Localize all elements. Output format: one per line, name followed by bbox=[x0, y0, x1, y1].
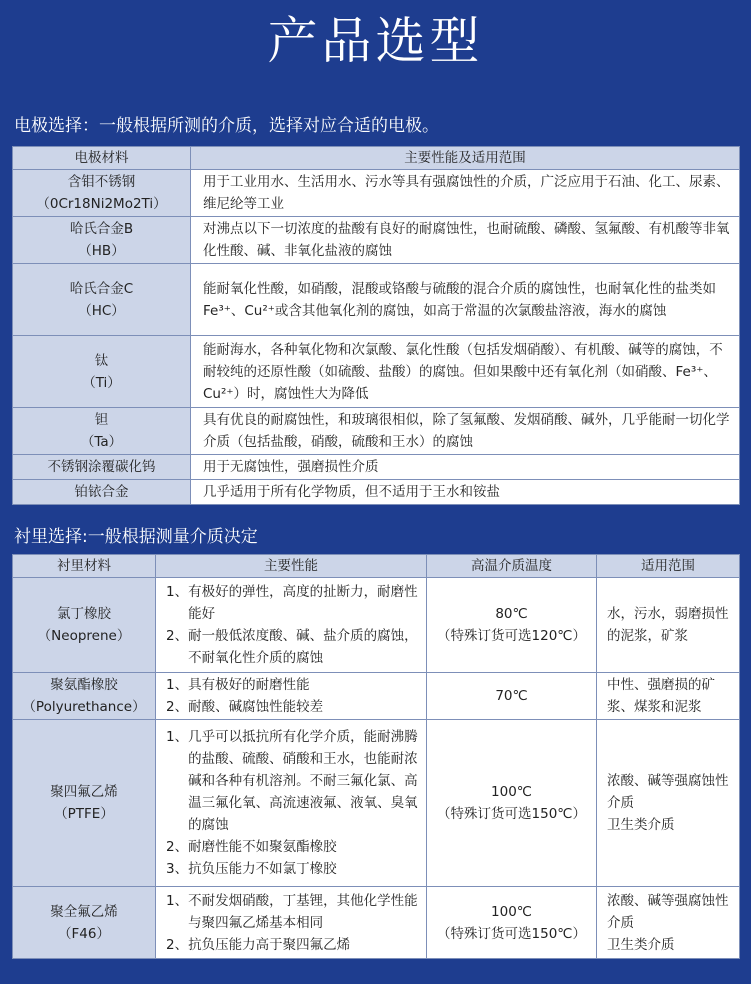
electrode-material-name: （HB） bbox=[78, 243, 125, 259]
electrode-material-name: 哈氏合金B bbox=[69, 221, 134, 237]
electrode-description-cell: 具有优良的耐腐蚀性，和玻璃很相似，除了氢氟酸、发烟硝酸、碱外，几乎能耐一切化学介质（包括盐酸，硝酸，硫酸和王水）的腐蚀 bbox=[191, 408, 740, 455]
property-number: 2、 bbox=[166, 839, 189, 855]
lining-properties-cell bbox=[156, 720, 427, 887]
property-text: 耐酸、碱腐蚀性能较差 bbox=[188, 699, 324, 715]
electrode-material-cell bbox=[13, 264, 191, 336]
lining-scope-cell bbox=[597, 887, 740, 959]
property-item bbox=[166, 858, 420, 880]
scope-text: 水，污水，弱磨损性的泥浆，矿浆 bbox=[607, 606, 729, 644]
property-item bbox=[166, 934, 420, 956]
electrode-material-cell bbox=[13, 455, 191, 480]
lining-material-name: （PTFE） bbox=[54, 806, 114, 822]
temperature-text: 100℃ bbox=[491, 903, 532, 920]
lining-temperature-cell bbox=[427, 887, 597, 959]
lining-material-cell bbox=[13, 887, 156, 959]
property-number: 2、 bbox=[166, 628, 189, 644]
electrode-material-name: （Ta） bbox=[80, 434, 123, 450]
lining-scope-cell bbox=[597, 578, 740, 673]
electrode-material-name: 钽 bbox=[94, 412, 109, 428]
table-row bbox=[13, 170, 740, 217]
electrode-material-name: （HC） bbox=[78, 302, 125, 319]
lining-section-heading: 衬里选择:一般根据测量介质决定 bbox=[14, 527, 258, 547]
lining-material-name: 聚全氟乙烯 bbox=[50, 903, 118, 920]
property-number: 1、 bbox=[166, 584, 189, 600]
lining-material-name: 氯丁橡胶 bbox=[57, 606, 111, 622]
lining-material-cell bbox=[13, 673, 156, 720]
lining-temperature-cell bbox=[427, 673, 597, 720]
electrode-material-cell bbox=[13, 170, 191, 217]
table-row bbox=[13, 720, 740, 887]
property-text: 具有极好的耐磨性能 bbox=[188, 677, 310, 693]
electrode-description-cell: 用于无腐蚀性，强磨损性介质 bbox=[191, 455, 740, 480]
property-number: 1、 bbox=[166, 892, 189, 909]
property-item bbox=[166, 836, 420, 858]
scope-text: 浓酸、碱等强腐蚀性介质 bbox=[607, 773, 729, 811]
table-row bbox=[13, 455, 740, 480]
lining-temperature-cell bbox=[427, 578, 597, 673]
electrode-table-header bbox=[13, 147, 740, 170]
electrode-material-name: 铂铱合金 bbox=[74, 484, 129, 500]
column-header-application-scope: 适用范围 bbox=[597, 555, 740, 578]
lining-properties-cell bbox=[156, 578, 427, 673]
table-row bbox=[13, 336, 740, 408]
scope-text: 中性、强磨损的矿浆、煤浆和泥浆 bbox=[607, 677, 715, 715]
lining-material-name: 聚氨酯橡胶 bbox=[50, 677, 118, 693]
property-text: 耐磨性能不如聚氨酯橡胶 bbox=[188, 839, 337, 855]
lining-table bbox=[12, 554, 740, 959]
lining-temperature-cell bbox=[427, 720, 597, 887]
temperature-text: （特殊订货可选150℃） bbox=[437, 925, 586, 942]
electrode-material-name: 不锈钢涂覆碳化钨 bbox=[47, 459, 156, 475]
lining-scope-cell bbox=[597, 720, 740, 887]
table-row bbox=[13, 578, 740, 673]
electrode-section-heading: 电极选择：一般根据所测的介质，选择对应合适的电极。 bbox=[14, 116, 439, 136]
property-item bbox=[166, 696, 420, 718]
property-item bbox=[166, 674, 420, 696]
electrode-material-name: 含钼不锈钢 bbox=[67, 174, 136, 190]
electrode-material-cell bbox=[13, 480, 191, 505]
temperature-text: （特殊订货可选150℃） bbox=[437, 806, 586, 822]
electrode-material-name: 钛 bbox=[94, 352, 109, 369]
property-text: 几乎可以抵抗所有化学介质，能耐沸腾的盐酸、硫酸、硝酸和王水，也能耐浓碱和各种有机溶剂。不耐三氟化氯、高温三氟化氧、高流速液氟、液氧、臭氧的腐蚀 bbox=[188, 729, 418, 833]
electrode-description-cell: 能耐氧化性酸，如硝酸，混酸或铬酸与硫酸的混合介质的腐蚀性，也耐氧化性的盐类如Fe³⁺、Cu²⁺或含其他氧化剂的腐蚀，如高于常温的次氯酸盐溶液，海水的腐蚀 bbox=[191, 264, 740, 336]
electrode-material-cell bbox=[13, 336, 191, 408]
column-header-main-properties: 主要性能 bbox=[156, 555, 427, 578]
lining-properties-cell bbox=[156, 673, 427, 720]
electrode-material-cell bbox=[13, 217, 191, 264]
table-row bbox=[13, 673, 740, 720]
column-header-electrode-material: 电极材料 bbox=[13, 147, 191, 170]
electrode-description-cell: 几乎适用于所有化学物质，但不适用于王水和铵盐 bbox=[191, 480, 740, 505]
property-number: 3、 bbox=[166, 861, 189, 877]
scope-text: 浓酸、碱等强腐蚀性介质 bbox=[607, 892, 729, 931]
property-item bbox=[166, 726, 420, 836]
lining-scope-cell bbox=[597, 673, 740, 720]
table-row bbox=[13, 887, 740, 959]
lining-table-header bbox=[13, 555, 740, 578]
table-row bbox=[13, 480, 740, 505]
electrode-material-name: （Ti） bbox=[82, 374, 121, 391]
electrode-description-cell: 用于工业用水、生活用水、污水等具有强腐蚀性的介质，广泛应用于石油、化工、尿素、维尼纶等工业 bbox=[191, 170, 740, 217]
lining-material-cell bbox=[13, 578, 156, 673]
property-item bbox=[166, 581, 420, 625]
table-row bbox=[13, 408, 740, 455]
electrode-table bbox=[12, 146, 740, 505]
scope-text: 卫生类介质 bbox=[607, 936, 675, 953]
lining-material-name: （Polyurethance） bbox=[22, 699, 146, 715]
property-number: 1、 bbox=[166, 729, 189, 745]
electrode-material-cell bbox=[13, 408, 191, 455]
property-number: 1、 bbox=[166, 677, 189, 693]
electrode-description-cell: 对沸点以下一切浓度的盐酸有良好的耐腐蚀性，也耐硫酸、磷酸、氢氟酸、有机酸等非氧化性酸、碱、非氧化盐液的腐蚀 bbox=[191, 217, 740, 264]
column-header-performance: 主要性能及适用范围 bbox=[191, 147, 740, 170]
electrode-material-name: 哈氏合金C bbox=[69, 280, 134, 297]
lining-properties-cell bbox=[156, 887, 427, 959]
electrode-material-name: （0Cr18Ni2Mo2Ti） bbox=[36, 196, 167, 212]
lining-material-name: （F46） bbox=[58, 925, 110, 942]
electrode-description-cell: 能耐海水，各种氧化物和次氯酸、氯化性酸（包括发烟硝酸）、有机酸、碱等的腐蚀，不耐较纯的还原性酸（如硫酸、盐酸）的腐蚀。但如果酸中还有氧化剂（如硝酸、Fe³⁺、Cu²⁺）时，腐蚀性大为降低 bbox=[191, 336, 740, 408]
property-item bbox=[166, 890, 420, 934]
property-text: 抗负压能力高于聚四氟乙烯 bbox=[188, 936, 351, 953]
property-text: 抗负压能力不如氯丁橡胶 bbox=[188, 861, 337, 877]
page-title: 产品选型 bbox=[267, 12, 484, 70]
property-text: 不耐发烟硝酸，丁基锂，其他化学性能与聚四氟乙烯基本相同 bbox=[188, 892, 418, 931]
lining-material-name: （Neoprene） bbox=[37, 628, 131, 644]
temperature-text: 100℃ bbox=[491, 784, 532, 800]
property-item bbox=[166, 625, 420, 669]
table-row bbox=[13, 264, 740, 336]
temperature-text: 70℃ bbox=[495, 688, 528, 704]
scope-text: 卫生类介质 bbox=[607, 817, 675, 833]
property-number: 2、 bbox=[166, 699, 189, 715]
property-number: 2、 bbox=[166, 936, 189, 953]
table-row bbox=[13, 217, 740, 264]
temperature-text: 80℃ bbox=[495, 606, 528, 622]
lining-material-cell bbox=[13, 720, 156, 887]
property-text: 耐一般低浓度酸、碱、盐介质的腐蚀，不耐氧化性介质的腐蚀 bbox=[188, 628, 418, 666]
column-header-lining-material: 衬里材料 bbox=[13, 555, 156, 578]
column-header-high-temperature: 高温介质温度 bbox=[427, 555, 597, 578]
property-text: 有极好的弹性，高度的扯断力，耐磨性能好 bbox=[188, 584, 418, 622]
lining-material-name: 聚四氟乙烯 bbox=[50, 784, 118, 800]
temperature-text: （特殊订货可选120℃） bbox=[437, 628, 586, 644]
